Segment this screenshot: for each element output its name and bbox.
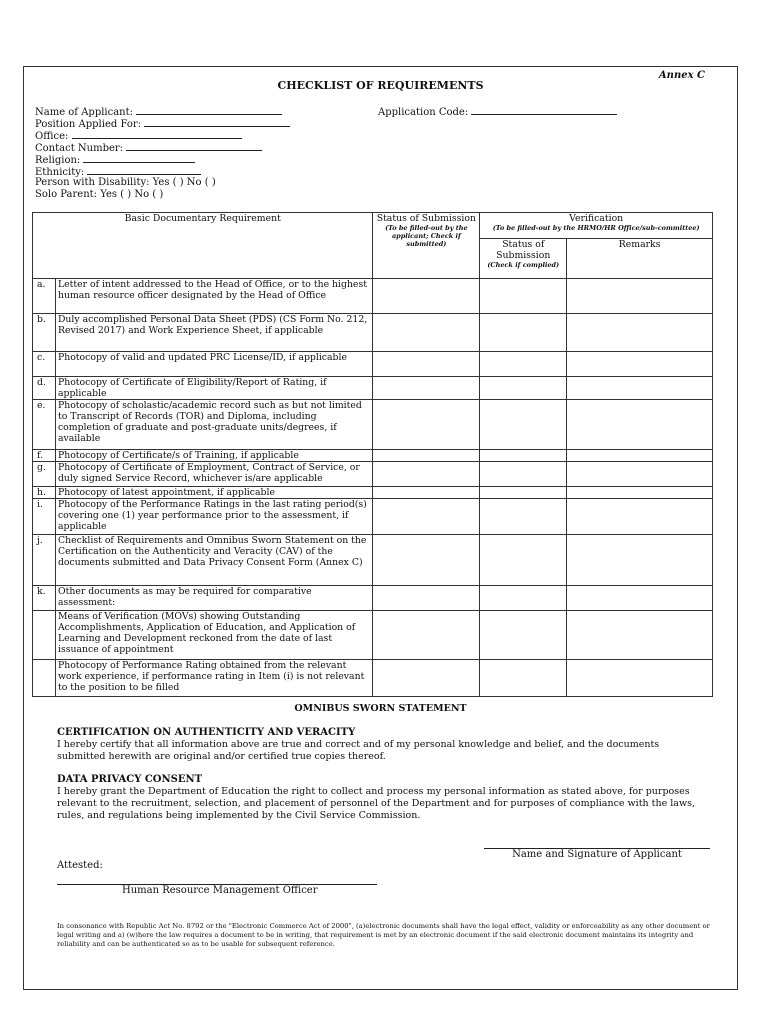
table-row	[33, 499, 713, 535]
name-label: Name of Applicant:	[35, 107, 134, 118]
status-cell[interactable]	[373, 377, 480, 400]
table-header-row	[33, 213, 713, 239]
table-row	[33, 462, 713, 487]
requirement-header: Basic Documentary Requirement	[33, 213, 373, 279]
verification-status-note: (Check if complied)	[487, 261, 560, 269]
verification-cell[interactable]	[480, 535, 567, 586]
position-label: Position Applied For:	[35, 119, 142, 130]
verification-cell[interactable]	[480, 499, 567, 535]
table-row	[33, 660, 713, 697]
row-letter: g.	[33, 462, 56, 487]
table-row	[33, 279, 713, 314]
document-page	[23, 66, 738, 990]
verification-header-label: Verification	[569, 213, 624, 224]
cav-text: I hereby certify that all information above are true and correct and of my personal knowledge and belief, and the documents submitted herewith are original and/or certified true copies thereof.	[57, 739, 660, 762]
row-requirement: Means of Verification (MOVs) showing Outstanding Accomplishments, Application of Education, and Application of Learning and Development reckoned from the date of last issuance of appointment	[55, 611, 372, 660]
table-row	[33, 611, 713, 660]
verification-cell[interactable]	[480, 660, 567, 697]
status-cell[interactable]	[373, 660, 480, 697]
remarks-header: Remarks	[567, 239, 713, 279]
row-requirement: Photocopy of Performance Rating obtained from the relevant work experience, if performance rating in Item (i) is not relevant to the position to be filled	[55, 660, 372, 697]
verification-status-header	[480, 239, 567, 279]
table-row	[33, 450, 713, 462]
application-code-field[interactable]	[378, 105, 617, 118]
solo-parent-field[interactable]: Solo Parent: Yes ( ) No ( )	[35, 189, 164, 200]
row-letter: c.	[33, 352, 56, 377]
table-row	[33, 352, 713, 377]
verification-header-note: (To be filled-out by the HRMO/HR Office/sub-committee)	[492, 224, 700, 232]
remarks-cell[interactable]	[567, 586, 713, 611]
requirements-rows	[33, 279, 713, 697]
row-letter: d.	[33, 377, 56, 400]
verification-cell[interactable]	[480, 450, 567, 462]
row-requirement: Photocopy of Certificate/s of Training, if applicable	[55, 450, 372, 462]
row-requirement: Photocopy of scholastic/academic record such as but not limited to Transcript of Records (TOR) and Diploma, including completion of graduate and post-graduate units/degrees, if available	[55, 400, 372, 450]
status-header-label: Status of Submission	[376, 213, 476, 224]
status-cell[interactable]	[373, 400, 480, 450]
verification-cell[interactable]	[480, 586, 567, 611]
verification-header	[480, 213, 713, 239]
hrmo-label: Human Resource Management Officer	[122, 885, 318, 896]
remarks-cell[interactable]	[567, 660, 713, 697]
row-letter: j.	[33, 535, 56, 586]
status-header	[373, 213, 480, 279]
pwd-field[interactable]: Person with Disability: Yes ( ) No ( )	[35, 177, 216, 188]
status-cell[interactable]	[373, 611, 480, 660]
verification-cell[interactable]	[480, 314, 567, 352]
attested-label: Attested:	[57, 860, 103, 871]
religion-label: Religion:	[35, 155, 81, 166]
remarks-cell[interactable]	[567, 400, 713, 450]
row-requirement: Photocopy of Certificate of Eligibility/Report of Rating, if applicable	[55, 377, 372, 400]
requirements-table	[32, 212, 713, 697]
verification-cell[interactable]	[480, 352, 567, 377]
verification-status-label: Status of Submission	[496, 239, 551, 261]
row-requirement: Photocopy of valid and updated PRC License/ID, if applicable	[55, 352, 372, 377]
remarks-cell[interactable]	[567, 487, 713, 499]
table-row	[33, 314, 713, 352]
remarks-cell[interactable]	[567, 450, 713, 462]
verification-cell[interactable]	[480, 377, 567, 400]
remarks-cell[interactable]	[567, 535, 713, 586]
annex-label: Annex C	[658, 70, 705, 81]
status-cell[interactable]	[373, 314, 480, 352]
row-letter	[33, 611, 56, 660]
legal-footer: In consonance with Republic Act No. 8792 or the "Electronic Commerce Act of 2000", (a)electronic documents shall have the legal effect, validity or enforceability as any other document or legal writing and a) (w)here the law requires a document to be in writing, that requirement is met by an electronic document if the said electronic document maintains its integrity and reliability and can be authenticated so as to be usable for subsequent reference.	[57, 922, 710, 948]
status-header-note: (To be filled-out by the applicant; Check if submitted)	[385, 224, 468, 248]
cav-heading: CERTIFICATION ON AUTHENTICITY AND VERACITY	[57, 727, 356, 738]
row-requirement: Photocopy of Certificate of Employment, Contract of Service, or duly signed Service Record, whichever is/are applicable	[55, 462, 372, 487]
privacy-text: I hereby grant the Department of Education the right to collect and process my personal information as stated above, for purposes relevant to the recruitment, selection, and placement of personnel of the Department and for purposes of compliance with the laws, rules, and regulations being implemented by the Civil Service Commission.	[57, 786, 695, 821]
ethnicity-label: Ethnicity:	[35, 167, 85, 178]
remarks-cell[interactable]	[567, 499, 713, 535]
omnibus-title: OMNIBUS SWORN STATEMENT	[294, 703, 467, 714]
row-requirement: Photocopy of latest appointment, if applicable	[55, 487, 372, 499]
remarks-cell[interactable]	[567, 314, 713, 352]
status-cell[interactable]	[373, 499, 480, 535]
row-requirement: Duly accomplished Personal Data Sheet (PDS) (CS Form No. 212, Revised 2017) and Work Experience Sheet, if applicable	[55, 314, 372, 352]
row-letter: a.	[33, 279, 56, 314]
remarks-cell[interactable]	[567, 279, 713, 314]
verification-cell[interactable]	[480, 400, 567, 450]
remarks-cell[interactable]	[567, 377, 713, 400]
row-requirement: Letter of intent addressed to the Head of Office, or to the highest human resource officer designated by the Head of Office	[55, 279, 372, 314]
status-cell[interactable]	[373, 352, 480, 377]
status-cell[interactable]	[373, 487, 480, 499]
contact-label: Contact Number:	[35, 143, 124, 154]
remarks-cell[interactable]	[567, 352, 713, 377]
row-letter: k.	[33, 586, 56, 611]
table-row	[33, 400, 713, 450]
table-row	[33, 377, 713, 400]
verification-cell[interactable]	[480, 611, 567, 660]
status-cell[interactable]	[373, 586, 480, 611]
office-label: Office:	[35, 131, 69, 142]
table-row	[33, 586, 713, 611]
row-letter: f.	[33, 450, 56, 462]
application-code-label: Application Code:	[378, 107, 469, 118]
row-requirement: Photocopy of the Performance Ratings in the last rating period(s) covering one (1) year performance prior to the assessment, if applicable	[55, 499, 372, 535]
row-letter: b.	[33, 314, 56, 352]
row-requirement: Checklist of Requirements and Omnibus Sworn Statement on the Certification on the Authenticity and Veracity (CAV) of the documents submitted and Data Privacy Consent Form (Annex C)	[55, 535, 372, 586]
row-letter: e.	[33, 400, 56, 450]
remarks-cell[interactable]	[567, 611, 713, 660]
row-letter: i.	[33, 499, 56, 535]
page-title: CHECKLIST OF REQUIREMENTS	[277, 79, 484, 92]
verification-cell[interactable]	[480, 279, 567, 314]
verification-cell[interactable]	[480, 462, 567, 487]
status-cell[interactable]	[373, 462, 480, 487]
table-row	[33, 535, 713, 586]
row-letter	[33, 660, 56, 697]
status-cell[interactable]	[373, 279, 480, 314]
table-row	[33, 487, 713, 499]
privacy-heading: DATA PRIVACY CONSENT	[57, 774, 203, 785]
row-requirement: Other documents as may be required for comparative assessment:	[55, 586, 372, 611]
verification-cell[interactable]	[480, 487, 567, 499]
status-cell[interactable]	[373, 535, 480, 586]
row-letter: h.	[33, 487, 56, 499]
status-cell[interactable]	[373, 450, 480, 462]
remarks-cell[interactable]	[567, 462, 713, 487]
applicant-signature-label: Name and Signature of Applicant	[512, 849, 682, 860]
